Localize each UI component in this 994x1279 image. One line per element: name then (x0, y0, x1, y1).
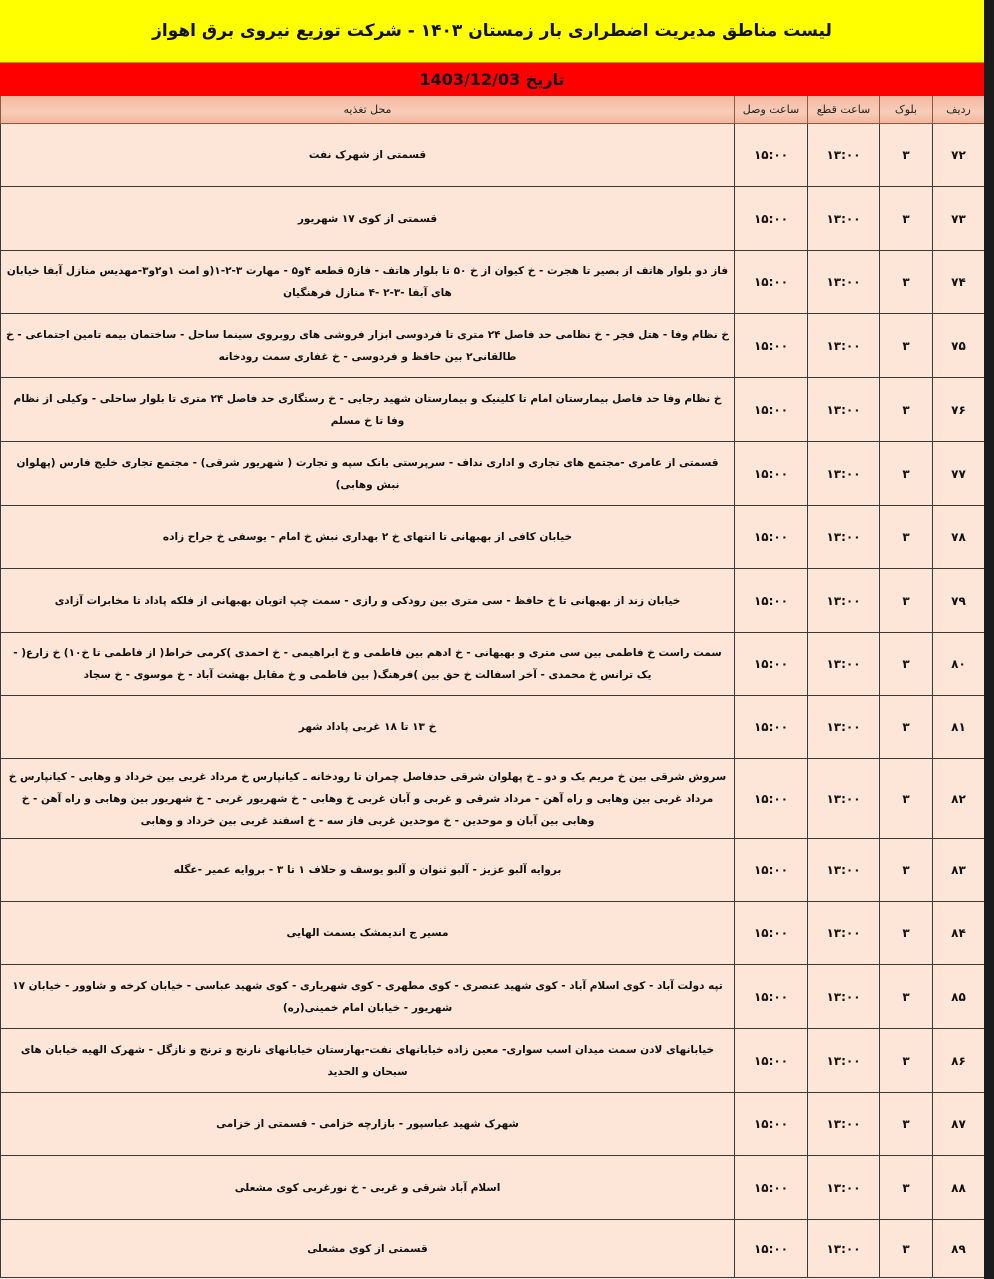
block-number: ۳ (880, 187, 933, 251)
row-number: ۸۷ (933, 1093, 985, 1156)
column-header-location: محل تغذیه (1, 96, 735, 124)
block-number: ۳ (880, 902, 933, 965)
cut-time: ۱۳:۰۰ (808, 442, 880, 506)
feed-location: بروایه آلبو عزیز - آلبو ثنوان و آلبو یوسف و حلاف ۱ تا ۳ - بروایه عمیر -عگله (1, 839, 735, 902)
feed-location: فاز دو بلوار هاتف از بصیر تا هجرت - خ کیوان از خ ۵۰ تا بلوار هاتف - فاز۵ قطعه ۴و۵ - مهارت ۳-۲-۱(و امت ۱و۲و۳-مهدیس منازل آبفا خیابان های آبفا -۳-۲ -۴ منازل فرهنگیان (1, 251, 735, 314)
cut-time: ۱۳:۰۰ (808, 1220, 880, 1278)
table-row (1, 965, 985, 1029)
row-number: ۸۴ (933, 902, 985, 965)
feed-location: سمت راست خ فاطمی بین سی متری و بهبهانی - خ ادهم بین فاطمی و خ ابراهیمی - خ احمدی )کرمی خراط( از فاطمی تا خ۱۰) خ زارع( - یک ترانس خ محمدی - آخر اسفالت خ حق بین )فرهنگ( بین فاطمی و خ مقابل بهشت آباد - خ موسوی - خ سجاد (1, 633, 735, 696)
table-row (1, 124, 985, 187)
row-number: ۷۸ (933, 506, 985, 569)
feed-location: اسلام آباد شرقی و غربی - خ نورغربی کوی مشعلی (1, 1156, 735, 1220)
block-number: ۳ (880, 1029, 933, 1093)
cut-time: ۱۳:۰۰ (808, 839, 880, 902)
table-row (1, 378, 985, 442)
cut-time: ۱۳:۰۰ (808, 633, 880, 696)
connect-time: ۱۵:۰۰ (735, 1156, 808, 1220)
block-number: ۳ (880, 569, 933, 633)
row-number: ۷۴ (933, 251, 985, 314)
block-number: ۳ (880, 1093, 933, 1156)
table-row (1, 633, 985, 696)
row-number: ۷۲ (933, 124, 985, 187)
feed-location: خ نظام وفا حد فاصل بیمارستان امام تا کلینیک و بیمارستان شهید رجایی - خ رستگاری حد فاصل ۲۴ متری تا بلوار ساحلی - وکیلی از نظام وفا تا خ مسلم (1, 378, 735, 442)
table-row (1, 1029, 985, 1093)
feed-location: مسیر ج اندیمشک بسمت الهایی (1, 902, 735, 965)
cut-time: ۱۳:۰۰ (808, 965, 880, 1029)
block-number: ۳ (880, 696, 933, 759)
outage-table (0, 96, 985, 1278)
connect-time: ۱۵:۰۰ (735, 187, 808, 251)
table-row (1, 569, 985, 633)
cut-time: ۱۳:۰۰ (808, 902, 880, 965)
row-number: ۸۲ (933, 759, 985, 839)
connect-time: ۱۵:۰۰ (735, 442, 808, 506)
connect-time: ۱۵:۰۰ (735, 251, 808, 314)
table-row (1, 839, 985, 902)
connect-time: ۱۵:۰۰ (735, 124, 808, 187)
feed-location: قسمتی از شهرک نفت (1, 124, 735, 187)
block-number: ۳ (880, 124, 933, 187)
block-number: ۳ (880, 506, 933, 569)
connect-time: ۱۵:۰۰ (735, 902, 808, 965)
column-header-connect-time: ساعت وصل (735, 96, 808, 124)
feed-location: خ ۱۳ تا ۱۸ غربی پاداد شهر (1, 696, 735, 759)
block-number: ۳ (880, 633, 933, 696)
row-number: ۸۱ (933, 696, 985, 759)
row-number: ۸۶ (933, 1029, 985, 1093)
connect-time: ۱۵:۰۰ (735, 1029, 808, 1093)
connect-time: ۱۵:۰۰ (735, 314, 808, 378)
connect-time: ۱۵:۰۰ (735, 965, 808, 1029)
feed-location: سروش شرقی بین خ مریم یک و دو ـ خ پهلوان شرقی حدفاصل چمران تا رودخانه ـ کیانپارس خ مرداد غربی بین خرداد و وهابی - کیانپارس خ مرداد غربی بین وهابی و راه آهن - مرداد شرقی و غربی و آبان غربی خ وهابی - خ شهریور غربی - خ شهریور بین وهابی و راه آهن - خ وهابی بین آبان و موحدین - خ موحدین غربی فاز سه - خ اسفند غربی بین خرداد و وهابی (1, 759, 735, 839)
date-label: تاریخ 1403/12/03 (419, 70, 565, 89)
cut-time: ۱۳:۰۰ (808, 124, 880, 187)
feed-location: خیابان زند از بهبهانی تا خ حافظ - سی متری بین رودکی و رازی - سمت چپ اتوبان بهبهانی از فلکه پاداد تا مخابرات آزادی (1, 569, 735, 633)
feed-location: تپه دولت آباد - کوی اسلام آباد - کوی شهید عنصری - کوی مطهری - کوی شهریاری - کوی شهید عباسی - خیابان کرخه و شاوور - خیابان ۱۷ شهریور - خیابان امام خمینی(ره) (1, 965, 735, 1029)
cut-time: ۱۳:۰۰ (808, 1093, 880, 1156)
feed-location: خیابانهای لادن سمت میدان اسب سواری- معین زاده خیابانهای نفت-بهارستان خیابانهای نارنج و ترنج و نازگل - شهرک الهیه خیابان های سبحان و الحدید (1, 1029, 735, 1093)
table-row (1, 187, 985, 251)
cut-time: ۱۳:۰۰ (808, 759, 880, 839)
cut-time: ۱۳:۰۰ (808, 1029, 880, 1093)
cut-time: ۱۳:۰۰ (808, 569, 880, 633)
table-row (1, 314, 985, 378)
column-header-cut-time: ساعت قطع (808, 96, 880, 124)
connect-time: ۱۵:۰۰ (735, 378, 808, 442)
cut-time: ۱۳:۰۰ (808, 1156, 880, 1220)
table-header-row (1, 96, 985, 124)
feed-location: شهرک شهید عباسپور - بازارچه خزامی - قسمتی از خزامی (1, 1093, 735, 1156)
row-number: ۸۵ (933, 965, 985, 1029)
connect-time: ۱۵:۰۰ (735, 839, 808, 902)
block-number: ۳ (880, 839, 933, 902)
column-header-block: بلوک (880, 96, 933, 124)
table-row (1, 1220, 985, 1278)
block-number: ۳ (880, 1220, 933, 1278)
row-number: ۸۸ (933, 1156, 985, 1220)
row-number: ۷۹ (933, 569, 985, 633)
cut-time: ۱۳:۰۰ (808, 506, 880, 569)
row-number: ۷۳ (933, 187, 985, 251)
row-number: ۷۶ (933, 378, 985, 442)
feed-location: قسمتی از کوی مشعلی (1, 1220, 735, 1278)
table-row (1, 696, 985, 759)
title-banner (0, 0, 984, 63)
connect-time: ۱۵:۰۰ (735, 1093, 808, 1156)
row-number: ۸۰ (933, 633, 985, 696)
block-number: ۳ (880, 314, 933, 378)
connect-time: ۱۵:۰۰ (735, 696, 808, 759)
block-number: ۳ (880, 251, 933, 314)
feed-location: قسمتی از عامری -مجتمع های تجاری و اداری نداف - سرپرستی بانک سپه و تجارت ( شهریور شرقی) - مجتمع تجاری خلیج فارس (پهلوان نبش وهابی) (1, 442, 735, 506)
table-row (1, 1093, 985, 1156)
cut-time: ۱۳:۰۰ (808, 187, 880, 251)
cut-time: ۱۳:۰۰ (808, 251, 880, 314)
connect-time: ۱۵:۰۰ (735, 1220, 808, 1278)
block-number: ۳ (880, 1156, 933, 1220)
block-number: ۳ (880, 378, 933, 442)
connect-time: ۱۵:۰۰ (735, 633, 808, 696)
connect-time: ۱۵:۰۰ (735, 759, 808, 839)
table-row (1, 1156, 985, 1220)
connect-time: ۱۵:۰۰ (735, 569, 808, 633)
table-row (1, 759, 985, 839)
date-banner (0, 63, 984, 96)
cut-time: ۱۳:۰۰ (808, 696, 880, 759)
feed-location: قسمتی از کوی ۱۷ شهریور (1, 187, 735, 251)
row-number: ۸۹ (933, 1220, 985, 1278)
connect-time: ۱۵:۰۰ (735, 506, 808, 569)
row-number: ۷۵ (933, 314, 985, 378)
column-header-radif: ردیف (933, 96, 985, 124)
feed-location: خ نظام وفا - هتل فجر - خ نظامی حد فاصل ۲۴ متری تا فردوسی ابزار فروشی های روبروی سینما ساحل - ساختمان بیمه تامین اجتماعی - خ طالقانی۲ بین حافظ و فردوسی - خ غفاری سمت رودخانه (1, 314, 735, 378)
table-row (1, 506, 985, 569)
screen-edge (984, 0, 994, 1279)
table-row (1, 902, 985, 965)
row-number: ۷۷ (933, 442, 985, 506)
block-number: ۳ (880, 965, 933, 1029)
table-row (1, 442, 985, 506)
cut-time: ۱۳:۰۰ (808, 378, 880, 442)
block-number: ۳ (880, 759, 933, 839)
feed-location: خیابان کافی از بهبهانی تا انتهای خ ۲ بهداری نبش خ امام - یوسفی خ جراح زاده (1, 506, 735, 569)
page-title: لیست مناطق مدیریت اضطراری بار زمستان ۱۴۰۳ - شرکت توزیع نیروی برق اهواز (152, 21, 832, 41)
block-number: ۳ (880, 442, 933, 506)
row-number: ۸۳ (933, 839, 985, 902)
cut-time: ۱۳:۰۰ (808, 314, 880, 378)
table-row (1, 251, 985, 314)
